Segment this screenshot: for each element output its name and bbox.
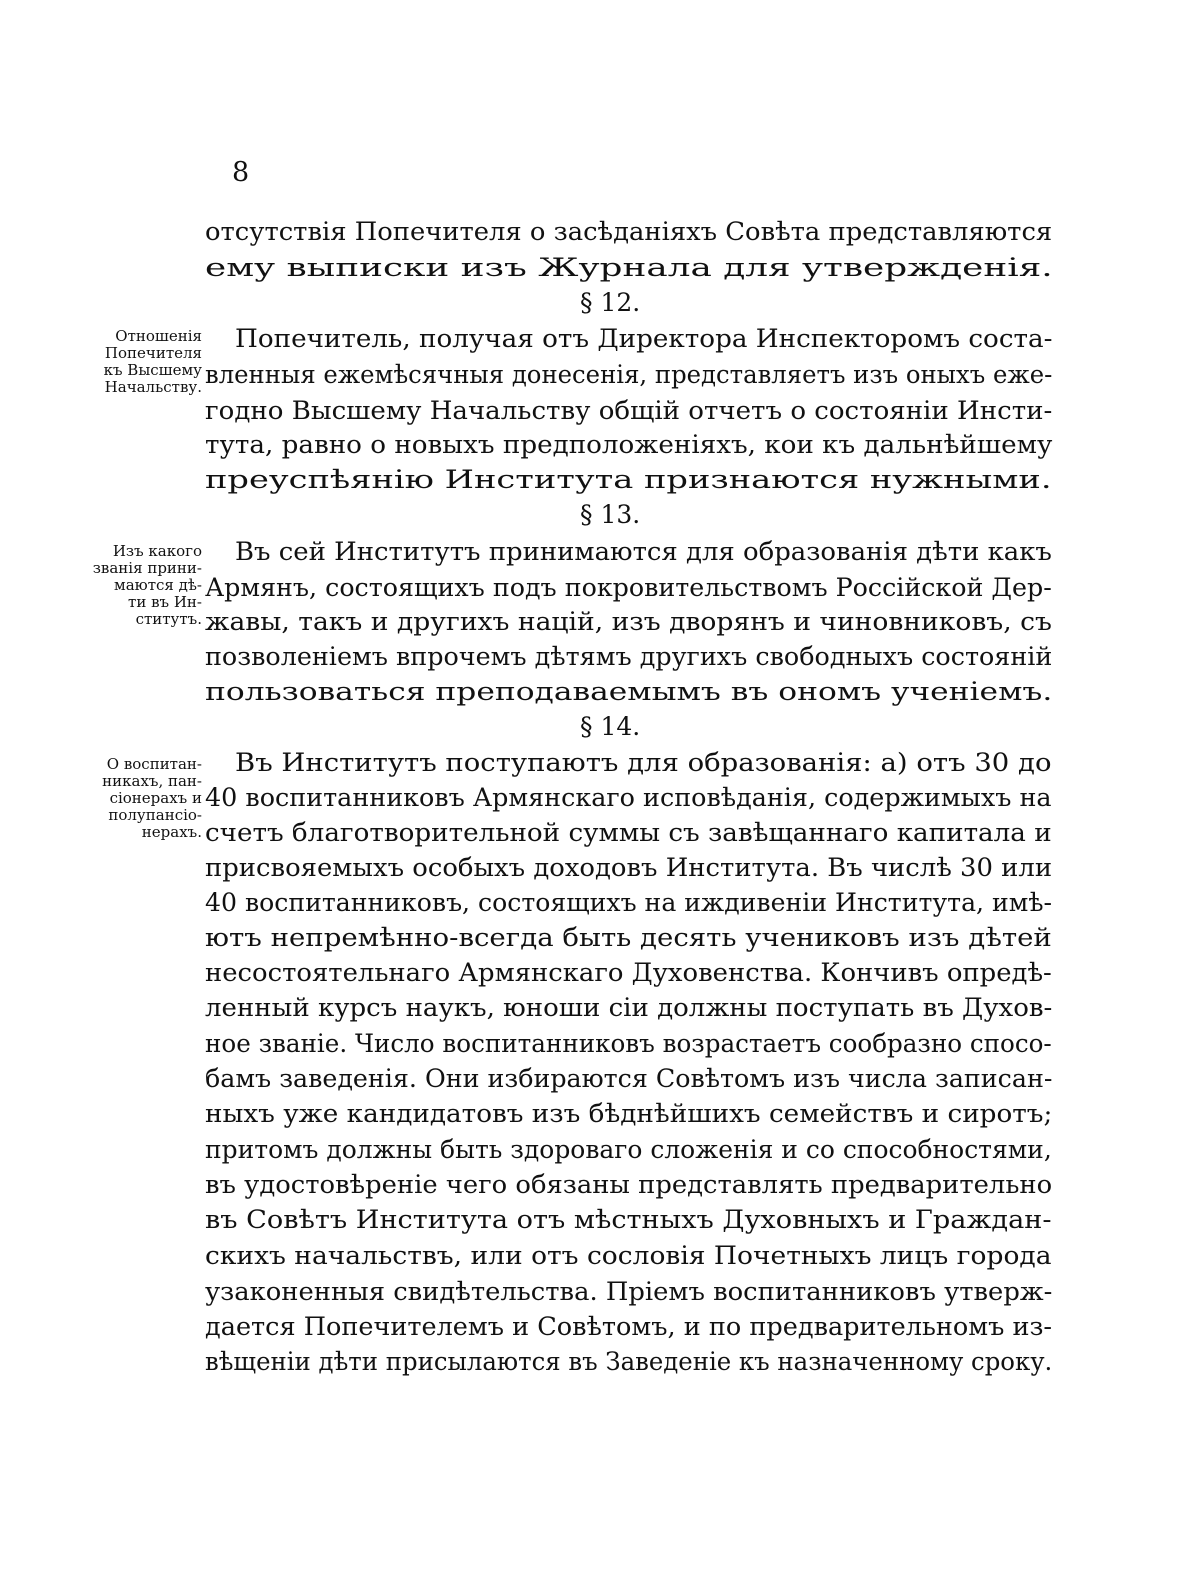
text-line: вѣщеніи дѣти присылаются въ Заведеніе къ назначенному сроку. [205,1347,1053,1377]
text-line: ленный курсъ наукъ, юноши сіи должны поступать въ Духов- [205,993,1053,1023]
page-number: 8 [232,157,250,188]
margin-note [70,756,202,841]
text-line: скихъ начальствъ, или отъ сословія Почетныхъ лицъ города [205,1241,1052,1271]
text-line: присвояемыхъ особыхъ доходовъ Института. Въ числѣ 30 или [205,853,1053,883]
margin-note-line: маются дѣ- [114,576,202,594]
section-heading-14: § 14. [580,712,641,741]
margin-note-line: Отношенія [115,327,202,345]
text-line: въ Совѣтъ Института отъ мѣстныхъ Духовныхъ и Граждан- [205,1205,1052,1235]
margin-note-line: ститутъ. [135,610,202,628]
margin-note-line: сіонерахъ и [109,789,202,807]
margin-note [70,328,202,396]
text-line: отсутствія Попечителя о засѣданіяхъ Совѣта представляются [205,217,1053,247]
section-heading-12: § 12. [580,288,641,317]
text-line: вленныя ежемѣсячныя донесенія, представляетъ изъ оныхъ еже- [205,360,1053,390]
text-line: жавы, такъ и другихъ націй, изъ дворянъ и чиновниковъ, съ [205,607,1052,637]
margin-note-line: О воспитан- [106,755,202,773]
margin-note [70,543,202,628]
margin-note-line: никахъ, пан- [102,772,202,790]
text-line: въ удостовѣреніе чего обязаны представлять предварительно [205,1170,1053,1200]
text-line: счетъ благотворительной суммы съ завѣщаннаго капитала и [205,818,1052,848]
text-line: Въ Институтъ поступаютъ для образованія: а) отъ 30 до [235,748,1052,778]
text-line: 40 воспитанниковъ Армянскаго исповѣданія, содержимыхъ на [205,783,1052,813]
text-line: притомъ должны быть здороваго сложенія и со способностями, [205,1135,1052,1165]
text-line: несостоятельнаго Армянскаго Духовенства. Кончивъ опредѣ- [205,958,1052,988]
margin-note-line: къ Высшему [103,361,202,379]
text-line: Попечитель, получая отъ Директора Инспекторомъ соста- [235,324,1053,354]
margin-note-line: Попечителя [104,344,202,362]
margin-note-line: нерахъ. [141,823,202,841]
text-line: ное званіе. Число воспитанниковъ возрастаетъ сообразно спосо- [205,1029,1052,1059]
text-line: годно Высшему Начальству общій отчетъ о состояніи Инсти- [205,396,1053,426]
margin-note-line: полупансіо- [108,806,202,824]
text-line: бамъ заведенія. Они избираются Совѣтомъ изъ числа записан- [205,1064,1053,1094]
text-line: преуспѣянію Института признаются нужными. [205,465,1052,495]
text-line: позволеніемъ впрочемъ дѣтямъ другихъ свободныхъ состояній [205,642,1053,672]
margin-note-line: Начальству. [104,378,202,396]
margin-note-line: ти въ Ин- [128,593,202,611]
text-line: узаконенныя свидѣтельства. Пріемъ воспитанниковъ утверж- [205,1277,1053,1307]
text-line: 40 воспитанниковъ, состоящихъ на иждивеніи Института, имѣ- [205,888,1053,918]
text-line: ныхъ уже кандидатовъ изъ бѣднѣйшихъ семействъ и сиротъ; [205,1099,1053,1129]
margin-note-line: Изъ какого [112,542,202,560]
text-line: ютъ непремѣнно-всегда быть десять учениковъ изъ дѣтей [205,923,1052,953]
section-heading-13: § 13. [580,500,641,529]
text-line: ему выписки изъ Журнала для утвержденія. [205,253,1053,283]
margin-note-line: званія прини- [92,559,202,577]
text-line: пользоваться преподаваемымъ въ ономъ ученіемъ. [205,677,1053,707]
text-line: тута, равно о новыхъ предположеніяхъ, кои къ дальнѣйшему [205,430,1053,460]
text-line: Армянъ, состоящихъ подъ покровительствомъ Россійской Дер- [205,573,1052,603]
text-line: дается Попечителемъ и Совѣтомъ, и по предварительномъ из- [205,1312,1053,1342]
text-line: Въ сей Институтъ принимаются для образованія дѣти какъ [235,537,1052,567]
